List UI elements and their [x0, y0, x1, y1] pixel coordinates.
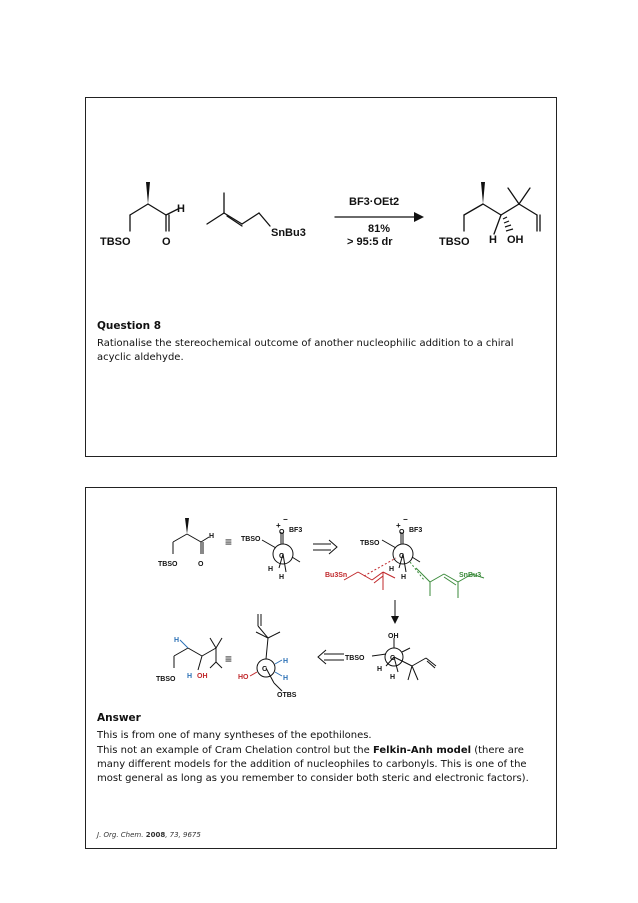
answer-line-2	[97, 744, 545, 786]
aldehyde-tbso-label: TBSO	[158, 561, 178, 568]
equivalence-symbol-2: ≡	[225, 652, 233, 666]
newman-3-carbon: C	[390, 655, 396, 662]
newman-2-plus: +	[396, 521, 401, 530]
answer-line-2-post: (there are many different models for the addition of nucleophiles to carbonyls. This is one of the most general as long as you remember to consider both steric and electronic factors).	[97, 745, 529, 784]
newman-2-oxygen: O	[399, 529, 405, 536]
snbu3-label: SnBu3	[459, 572, 482, 579]
newman-1-oxygen: O	[279, 529, 285, 536]
newman-2-bf3: BF3	[409, 527, 423, 534]
newman-2-carbon: C	[399, 553, 405, 560]
reference-journal: J. Org. Chem.	[97, 831, 144, 839]
selectivity-label: > 95:5 dr	[347, 236, 393, 248]
product-tbso-label: TBSO	[439, 236, 470, 248]
newman-4-otbs: OTBS	[277, 692, 297, 699]
newman-2-minus: −	[403, 515, 408, 524]
product-oh: OH	[197, 673, 208, 680]
mechanism-scheme	[86, 488, 556, 708]
newman-3-oh: OH	[388, 633, 399, 640]
newman-1-h-left: H	[268, 566, 274, 573]
product-tbso: TBSO	[156, 676, 176, 683]
question-panel	[85, 97, 557, 457]
newman-4-carbon: C	[262, 666, 268, 673]
product-h-top: H	[174, 637, 180, 644]
newman-1-h-right: H	[279, 574, 285, 581]
aldehyde-h-label: H	[209, 533, 215, 540]
newman-3-tbso: TBSO	[345, 655, 365, 662]
answer-line-1: This is from one of many syntheses of the epothilones.	[97, 730, 372, 741]
bu3sn-label: Bu3Sn	[325, 572, 348, 579]
question-text: Rationalise the stereochemical outcome of another nucleophilic addition to a chiral acyclic aldehyde.	[97, 338, 514, 363]
yield-label: 81%	[368, 223, 391, 235]
product-hydrogen-label: H	[489, 234, 497, 246]
reference-year: 2008	[145, 831, 166, 839]
product-hydroxyl-label: OH	[507, 234, 524, 246]
newman-4-h-top: H	[283, 658, 289, 665]
newman-2-h-left: H	[389, 566, 395, 573]
stannane-label: SnBu3	[271, 227, 306, 239]
lewis-acid-label: BF3·OEt2	[349, 196, 400, 208]
reactant-tbso-label: TBSO	[100, 236, 131, 248]
newman-4-h-bottom: H	[283, 675, 289, 682]
reference-rest: , 73, 9675	[165, 831, 201, 839]
newman-1-carbon: C	[279, 553, 285, 560]
reactant-hydrogen-label: H	[177, 203, 185, 215]
aldehyde-o-label: O	[198, 561, 204, 568]
felkin-anh-model-term: Felkin-Anh model	[372, 745, 472, 756]
newman-1-minus: −	[283, 515, 288, 524]
newman-3-h-left: H	[377, 666, 383, 673]
newman-3-h-right: H	[390, 674, 396, 681]
newman-4-ho: HO	[238, 674, 249, 681]
answer-title: Answer	[97, 712, 141, 724]
product-h: H	[187, 673, 193, 680]
journal-reference	[97, 831, 201, 839]
reactant-oxygen-label: O	[162, 236, 171, 248]
newman-1-bf3: BF3	[289, 527, 303, 534]
newman-2-h-right: H	[401, 574, 407, 581]
question-title: Question 8	[97, 320, 162, 332]
equivalence-symbol: ≡	[225, 535, 233, 549]
answer-panel	[85, 487, 557, 849]
answer-line-2-pre: This not an example of Cram Chelation control but the	[97, 745, 373, 756]
reaction-scheme	[86, 98, 556, 456]
newman-1-tbso: TBSO	[241, 536, 261, 543]
newman-2-tbso: TBSO	[360, 540, 380, 547]
newman-1-plus: +	[276, 521, 281, 530]
